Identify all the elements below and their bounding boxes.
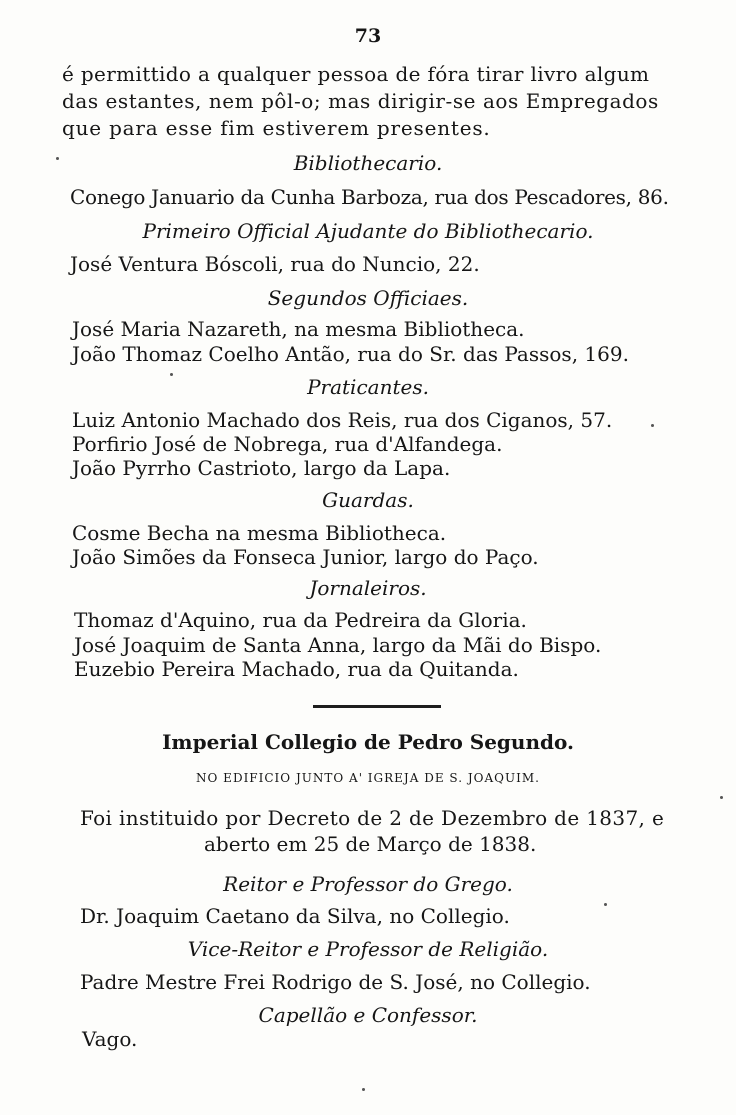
staff-entry: João Pyrrho Castrioto, largo da Lapa. [72,456,451,480]
staff-entry: Cosme Becha na mesma Bibliotheca. [72,521,447,545]
intro-line: das estantes, nem pôl-o; mas dirigir-se aos Empregados [62,89,659,113]
page-number: 73 [354,25,382,47]
ink-speck [720,796,723,799]
intro-line: é permittido a qualquer pessoa de fóra tirar livro algum [62,62,650,86]
staff-entry: Thomaz d'Aquino, rua da Pedreira da Gloria. [74,608,527,632]
section-heading-guardas: Guardas. [322,488,414,512]
staff-entry: Euzebio Pereira Machado, rua da Quitanda. [74,657,519,681]
section-heading-reitor: Reitor e Professor do Grego. [223,872,513,896]
ink-speck [651,424,654,427]
section-heading-vice-reitor: Vice-Reitor e Professor de Religião. [187,937,549,961]
section-heading-jornaleiros: Jornaleiros. [309,576,427,600]
founding-line: Foi instituido por Decreto de 2 de Dezembro de 1837, e [80,806,665,830]
staff-entry: José Joaquim de Santa Anna, largo da Mãi do Bispo. [74,633,602,657]
college-subtitle: NO EDIFICIO JUNTO A' IGREJA DE S. JOAQUIM. [196,771,540,785]
staff-entry: Conego Januario da Cunha Barboza, rua dos Pescadores, 86. [70,185,669,209]
staff-entry: José Maria Nazareth, na mesma Bibliotheca. [72,317,525,341]
staff-entry: Luiz Antonio Machado dos Reis, rua dos Ciganos, 57. [72,408,613,432]
section-divider [313,705,441,708]
staff-entry: José Ventura Bóscoli, rua do Nuncio, 22. [70,252,480,276]
section-heading-primeiro-official: Primeiro Official Ajudante do Bibliothecario. [142,219,594,243]
section-heading-praticantes: Praticantes. [307,375,429,399]
staff-entry: João Thomaz Coelho Antão, rua do Sr. das Passos, 169. [72,342,629,366]
intro-line: que para esse fim estiverem presentes. [62,116,491,140]
ink-speck [604,903,607,906]
ink-speck [362,1088,365,1091]
founding-line: aberto em 25 de Março de 1838. [204,832,537,856]
section-heading-bibliothecario: Bibliothecario. [293,151,443,175]
section-heading-segundos-officiaes: Segundos Officiaes. [267,286,469,310]
staff-entry: Porfirio José de Nobrega, rua d'Alfandega. [72,432,503,456]
staff-entry: João Simões da Fonseca Junior, largo do Paço. [72,545,539,569]
section-heading-capellao: Capellão e Confessor. [258,1003,478,1027]
ink-speck [56,157,59,160]
staff-entry: Dr. Joaquim Caetano da Silva, no Collegio. [80,904,510,928]
college-title: Imperial Collegio de Pedro Segundo. [162,730,574,754]
ink-speck [170,373,173,376]
staff-entry: Padre Mestre Frei Rodrigo de S. José, no Collegio. [80,970,591,994]
staff-entry: Vago. [82,1027,138,1051]
